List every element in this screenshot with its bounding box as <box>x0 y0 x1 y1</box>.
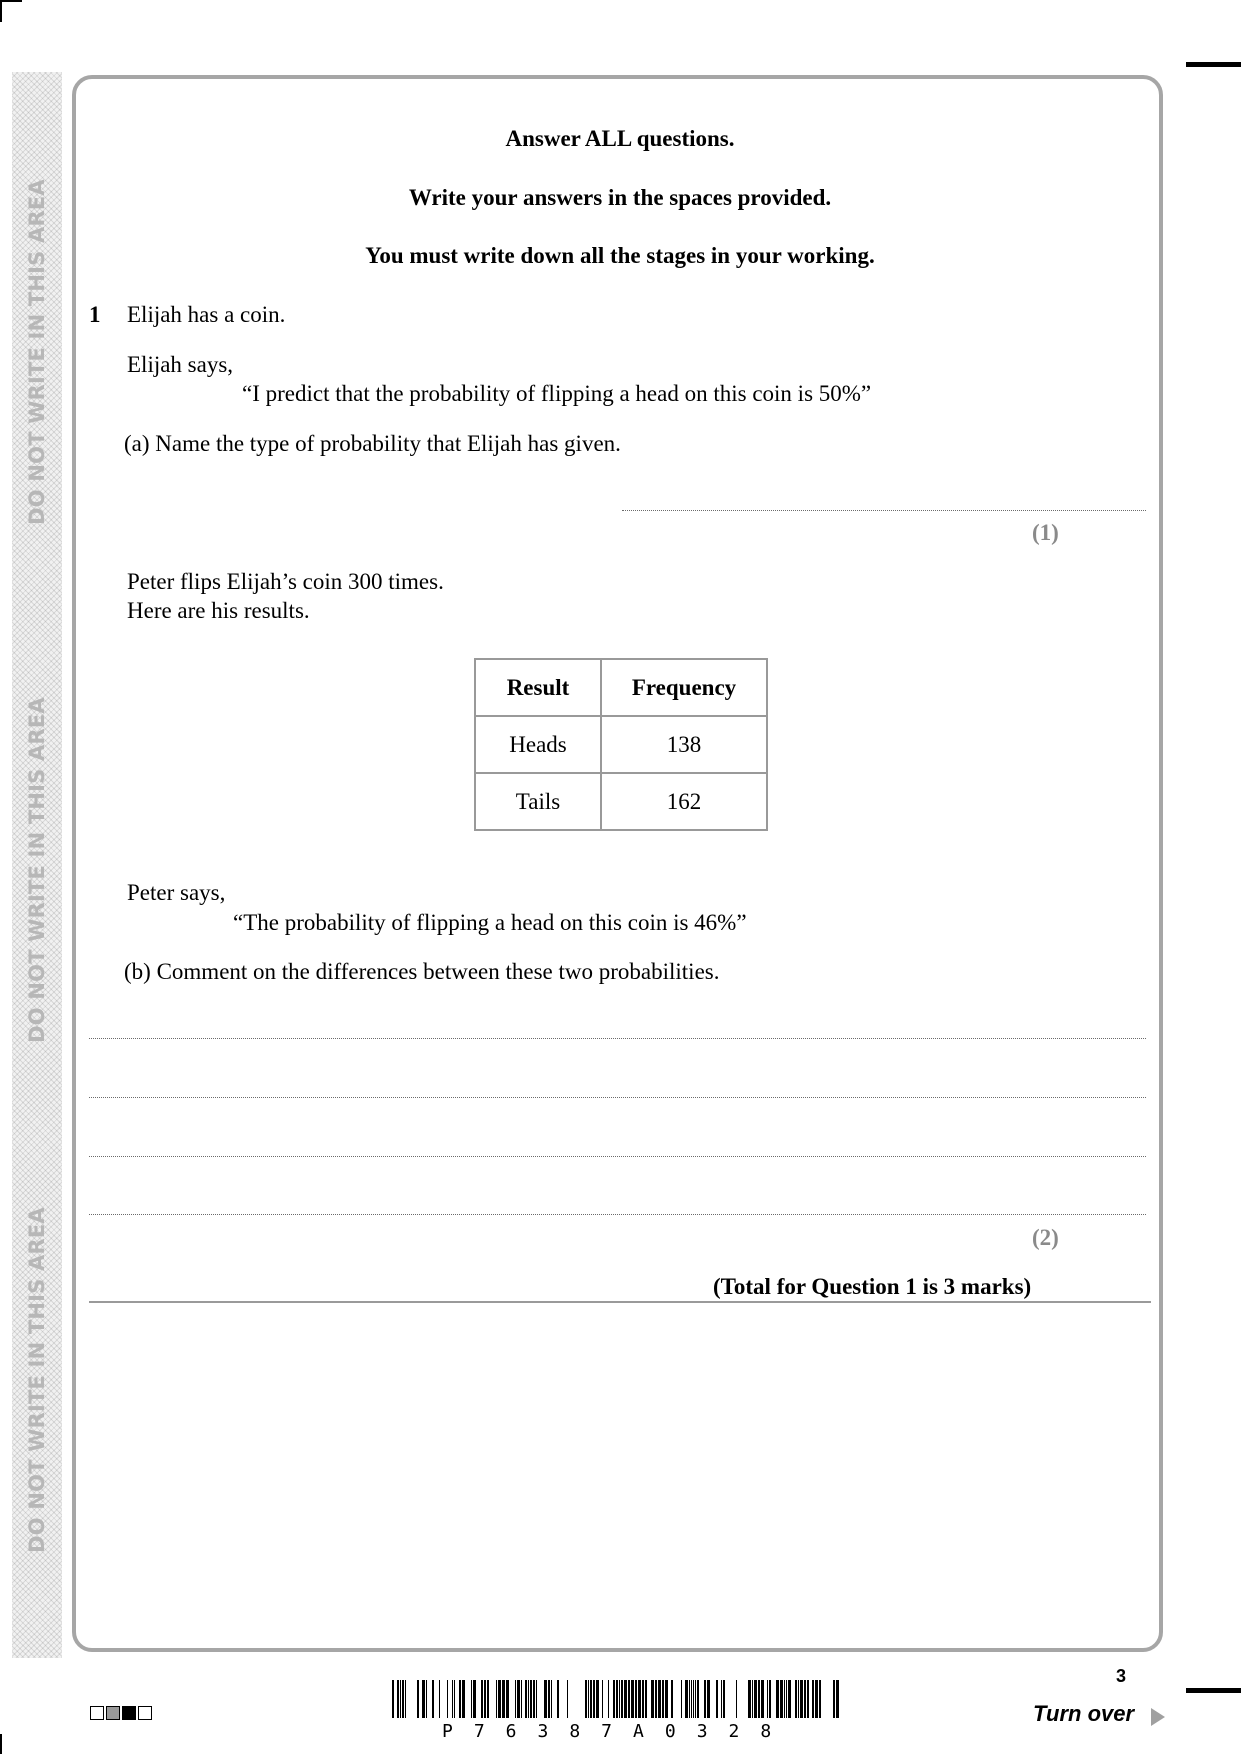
barcode-bar <box>588 1680 589 1718</box>
part-b-marks: (2) <box>1032 1225 1059 1250</box>
table-header: Result <box>475 659 601 716</box>
barcode-bar <box>635 1680 637 1718</box>
barcode-bar <box>517 1680 520 1718</box>
peter-quote: “The probability of flipping a head on this coin is 46%” <box>233 910 747 935</box>
turn-over-label: Turn over <box>1033 1701 1135 1726</box>
barcode-bar <box>776 1680 779 1718</box>
barcode-bar <box>544 1680 547 1718</box>
barcode-bar <box>758 1680 760 1718</box>
elijah-says: Elijah says, <box>127 352 234 377</box>
barcode-bar <box>752 1680 753 1718</box>
turn-over-arrow-icon <box>1151 1708 1165 1726</box>
barcode-bar <box>521 1680 522 1718</box>
barcode-bar <box>716 1680 718 1718</box>
barcode-bar <box>400 1680 401 1718</box>
answer-line-b[interactable] <box>89 1214 1146 1215</box>
barcode-bar <box>452 1680 453 1718</box>
part-a-marks: (1) <box>1032 520 1059 545</box>
barcode-bar <box>484 1680 486 1718</box>
barcode-bar <box>819 1680 821 1718</box>
barcode-bar <box>671 1680 673 1718</box>
barcode-bar <box>487 1680 489 1718</box>
question-intro: Elijah has a coin. <box>127 302 286 327</box>
barcode-bar <box>619 1680 620 1718</box>
table-cell: 138 <box>601 716 767 773</box>
barcode-bar <box>422 1680 425 1718</box>
barcode-bar <box>548 1680 550 1718</box>
barcode-bar <box>812 1680 814 1718</box>
barcode-bar <box>833 1680 835 1718</box>
barcode-bar <box>804 1680 806 1718</box>
answer-line-a[interactable] <box>622 510 1146 511</box>
question-divider <box>89 1301 1151 1303</box>
barcode-bar <box>557 1680 559 1718</box>
barcode-bar <box>689 1680 690 1718</box>
page-marker-boxes <box>90 1706 154 1724</box>
barcode-bar <box>784 1680 785 1718</box>
barcode-bar <box>551 1680 552 1718</box>
table-cell: Tails <box>475 773 601 830</box>
barcode-bar <box>658 1680 661 1718</box>
barcode-bar <box>498 1680 501 1718</box>
barcode <box>392 1680 845 1718</box>
barcode-bar <box>402 1680 404 1718</box>
table-row <box>475 773 767 830</box>
instruction-2: Write your answers in the spaces provided. <box>408 185 832 210</box>
barcode-bar <box>767 1680 768 1718</box>
barcode-bar <box>795 1680 797 1718</box>
barcode-bar <box>645 1680 647 1718</box>
part-b-prompt: (b) Comment on the differences between these two probabilities. <box>124 959 720 984</box>
barcode-bar <box>608 1680 609 1718</box>
barcode-bar <box>651 1680 654 1718</box>
barcode-number: P76387A0328 <box>442 1721 793 1742</box>
barcode-bar <box>567 1680 568 1718</box>
barcode-bar <box>585 1680 587 1718</box>
crop-mark <box>1186 62 1241 67</box>
barcode-bar <box>515 1680 516 1718</box>
answer-line-b[interactable] <box>89 1097 1146 1098</box>
barcode-bar <box>723 1680 725 1718</box>
barcode-bar <box>405 1680 406 1718</box>
barcode-bar <box>628 1680 630 1718</box>
question-number: 1 <box>89 302 101 327</box>
instruction-1: Answer ALL questions. <box>505 126 735 151</box>
marker-box <box>122 1706 136 1720</box>
barcode-bar <box>471 1680 472 1718</box>
barcode-bar <box>681 1680 682 1718</box>
barcode-bar <box>602 1680 603 1718</box>
barcode-bar <box>631 1680 634 1718</box>
peter-line-2: Here are his results. <box>127 598 310 623</box>
barcode-bar <box>616 1680 618 1718</box>
barcode-bar <box>665 1680 668 1718</box>
barcode-bar <box>473 1680 476 1718</box>
barcode-bar <box>417 1680 419 1718</box>
barcode-bar <box>836 1680 839 1718</box>
barcode-bar <box>748 1680 751 1718</box>
barcode-bar <box>788 1680 791 1718</box>
barcode-bar <box>624 1680 627 1718</box>
barcode-bar <box>533 1680 535 1718</box>
barcode-bar <box>769 1680 771 1718</box>
results-table <box>474 658 768 831</box>
barcode-bar <box>786 1680 787 1718</box>
barcode-bar <box>761 1680 764 1718</box>
table-cell: Heads <box>475 716 601 773</box>
barcode-bar <box>693 1680 694 1718</box>
barcode-bar <box>662 1680 664 1718</box>
barcode-bar <box>454 1680 455 1718</box>
barcode-bar <box>697 1680 699 1718</box>
barcode-bar <box>638 1680 641 1718</box>
barcode-bar <box>685 1680 688 1718</box>
question-total: (Total for Question 1 is 3 marks) <box>713 1274 1032 1299</box>
barcode-bar <box>780 1680 783 1718</box>
barcode-bar <box>704 1680 706 1718</box>
table-header: Frequency <box>601 659 767 716</box>
barcode-bar <box>736 1680 737 1718</box>
barcode-bar <box>447 1680 448 1718</box>
barcode-bar <box>536 1680 537 1718</box>
barcode-bar <box>815 1680 818 1718</box>
crop-mark <box>0 1734 2 1754</box>
barcode-bar <box>525 1680 527 1718</box>
barcode-bar <box>596 1680 599 1718</box>
barcode-bar <box>462 1680 465 1718</box>
page-number: 3 <box>1116 1666 1127 1686</box>
barcode-bar <box>754 1680 757 1718</box>
barcode-bar <box>530 1680 532 1718</box>
barcode-bar <box>642 1680 644 1718</box>
barcode-bar <box>613 1680 615 1718</box>
marker-box <box>106 1706 120 1720</box>
barcode-bar <box>506 1680 509 1718</box>
barcode-bar <box>397 1680 399 1718</box>
answer-line-b[interactable] <box>89 1038 1146 1039</box>
marker-box <box>90 1706 104 1720</box>
barcode-bar <box>496 1680 497 1718</box>
answer-line-b[interactable] <box>89 1156 1146 1157</box>
marker-box <box>138 1706 152 1720</box>
barcode-bar <box>621 1680 623 1718</box>
crop-mark <box>0 0 22 2</box>
table-cell: 162 <box>601 773 767 830</box>
barcode-bar <box>439 1680 440 1718</box>
table-header-row <box>475 659 767 716</box>
barcode-bar <box>432 1680 434 1718</box>
barcode-bar <box>798 1680 799 1718</box>
barcode-bar <box>707 1680 710 1718</box>
barcode-bar <box>426 1680 427 1718</box>
barcode-bar <box>502 1680 505 1718</box>
barcode-bar <box>691 1680 692 1718</box>
instruction-3: You must write down all the stages in your working. <box>365 243 875 268</box>
peter-line-1: Peter flips Elijah’s coin 300 times. <box>127 569 444 594</box>
barcode-bar <box>528 1680 529 1718</box>
barcode-bar <box>721 1680 722 1718</box>
elijah-quote: “I predict that the probability of flipping a head on this coin is 50%” <box>242 381 872 406</box>
barcode-bar <box>655 1680 657 1718</box>
peter-says: Peter says, <box>127 880 226 905</box>
table-row <box>475 716 767 773</box>
barcode-bar <box>807 1680 809 1718</box>
barcode-bar <box>593 1680 595 1718</box>
barcode-bar <box>481 1680 483 1718</box>
crop-mark <box>0 0 2 22</box>
crop-mark <box>1186 1688 1241 1693</box>
barcode-bar <box>392 1680 394 1718</box>
barcode-bar <box>800 1680 803 1718</box>
barcode-bar <box>590 1680 592 1718</box>
barcode-bar <box>695 1680 696 1718</box>
part-a-prompt: (a) Name the type of probability that Elijah has given. <box>124 431 621 456</box>
barcode-bar <box>459 1680 461 1718</box>
